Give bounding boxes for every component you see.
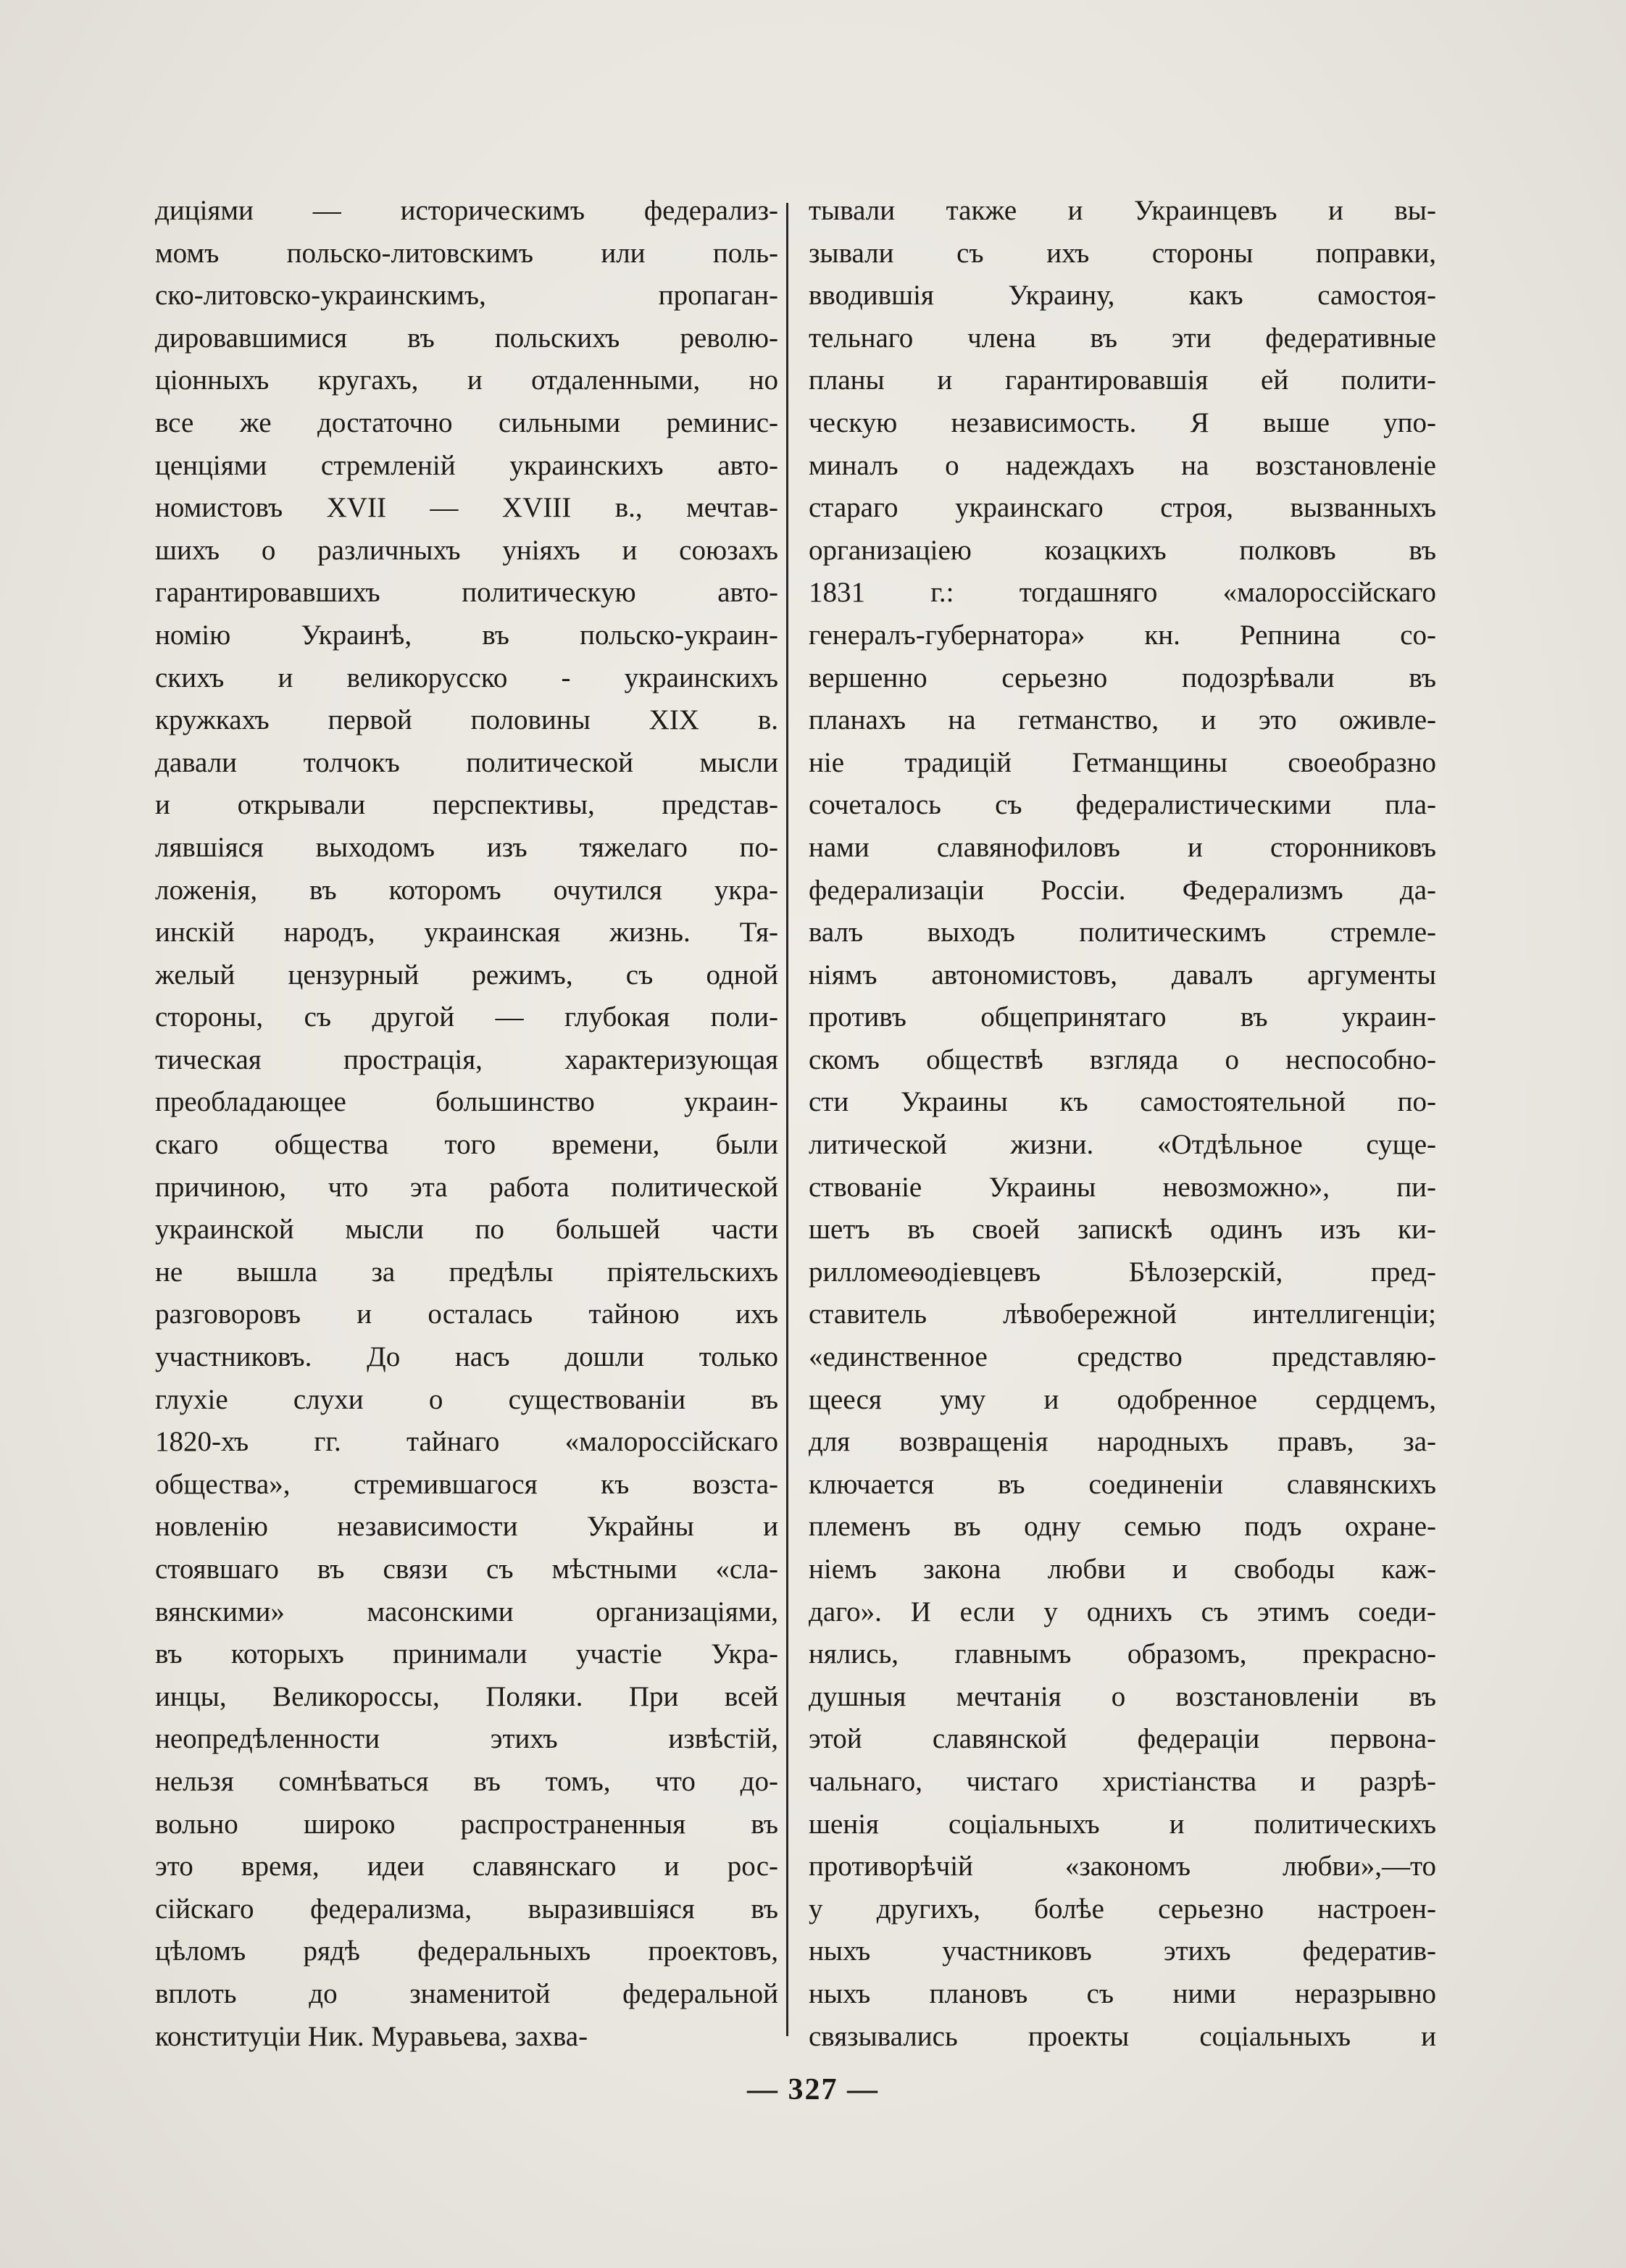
text-line: вводившія Украину, какъ самостоя- (809, 280, 1436, 312)
text-line: диціями — историческимъ федерализ- (155, 195, 778, 226)
text-line: литической жизни. «Отдѣльное суще- (809, 1129, 1436, 1161)
text-line: нами славянофиловъ и сторонниковъ (809, 831, 1436, 863)
text-line: ставитель лѣвобережной интеллигенціи; (809, 1298, 1436, 1330)
text-line: номистовъ XVII — XVIII в., мечтав- (155, 492, 778, 524)
text-line: преобладающее большинство украин- (155, 1086, 778, 1118)
text-line: причиною, что эта работа политической (155, 1171, 778, 1203)
text-line: участниковъ. До насъ дошли только (155, 1341, 778, 1373)
text-line: противъ общепринятаго въ украин- (809, 1001, 1436, 1033)
text-line: конституціи Ник. Муравьева, захва- (155, 2020, 588, 2052)
text-line: разговоровъ и осталась тайною ихъ (155, 1298, 778, 1330)
text-line: ключается въ соединеніи славянскихъ (809, 1468, 1436, 1500)
text-line: момъ польско-литовскимъ или поль- (155, 237, 778, 269)
text-line: сійскаго федерализма, выразившіяся въ (155, 1893, 778, 1925)
text-line: давали толчокъ политической мысли (155, 746, 778, 778)
text-line: ныхъ участниковъ этихъ федератив- (809, 1935, 1436, 1967)
text-line: ніемъ закона любви и свободы каж- (809, 1554, 1436, 1585)
text-line: инскій народъ, украинская жизнь. Тя- (155, 917, 778, 949)
text-line: даго». И если у однихъ съ этимъ соеди- (809, 1596, 1436, 1627)
text-line: вершенно серьезно подозрѣвали въ (809, 662, 1436, 693)
text-line: ложенія, въ которомъ очутился укра- (155, 874, 778, 906)
text-line: ствованіе Украины невозможно», пи- (809, 1171, 1436, 1203)
text-line: «единственное средство представляю- (809, 1341, 1436, 1373)
text-line: сти Украины къ самостоятельной по- (809, 1086, 1436, 1118)
text-line: планы и гарантировавшія ей полити- (809, 364, 1436, 396)
text-line: скихъ и великорусско - украинскихъ (155, 662, 778, 693)
text-line: противорѣчій «закономъ любви»,—то (809, 1851, 1436, 1883)
text-line: тическая прострація, характеризующая (155, 1043, 778, 1075)
text-line: украинской мысли по большей части (155, 1214, 778, 1246)
text-line: генералъ-губернатора» кн. Репнина со- (809, 619, 1436, 651)
text-line: инцы, Великороссы, Поляки. При всей (155, 1680, 778, 1712)
text-line: 1831 г.: тогдашняго «малороссійскаго (809, 577, 1436, 609)
text-line: цѣломъ рядѣ федеральныхъ проектовъ, (155, 1935, 778, 1967)
text-line: лявшіяся выходомъ изъ тяжелаго по- (155, 831, 778, 863)
text-line: ныхъ плановъ съ ними неразрывно (809, 1977, 1436, 2009)
text-line: сочеталось съ федералистическими пла- (809, 789, 1436, 821)
text-line: миналъ о надеждахъ на возстановленіе (809, 449, 1436, 481)
text-line: шенія соціальныхъ и политическихъ (809, 1808, 1436, 1840)
text-line: вплоть до знаменитой федеральной (155, 1977, 778, 2009)
text-line: чальнаго, чистаго христіанства и разрѣ- (809, 1765, 1436, 1797)
text-line: неопредѣленности этихъ извѣстій, (155, 1723, 778, 1755)
text-line: номію Украинѣ, въ польско-украин- (155, 619, 778, 651)
text-line: ніе традицій Гетманщины своеобразно (809, 746, 1436, 778)
text-line: новленію независимости Украйны и (155, 1511, 778, 1543)
text-line: стоявшаго въ связи съ мѣстными «сла- (155, 1554, 778, 1585)
text-line: у другихъ, болѣе серьезно настроен- (809, 1893, 1436, 1925)
left-text-column (155, 190, 778, 2052)
text-line: кружкахъ первой половины XIX в. (155, 704, 778, 736)
text-line: скомъ обществѣ взгляда о неспособно- (809, 1043, 1436, 1075)
text-line: общества», стремившагося къ возста- (155, 1468, 778, 1500)
text-line: этой славянской федераціи первона- (809, 1723, 1436, 1755)
text-line: племенъ въ одну семью подъ охране- (809, 1511, 1436, 1543)
text-line: ско-литовско-украинскимъ, пропаган- (155, 280, 778, 312)
text-line: желый цензурный режимъ, съ одной (155, 959, 778, 991)
text-line: планахъ на гетманство, и это оживле- (809, 704, 1436, 736)
text-line: ніямъ автономистовъ, давалъ аргументы (809, 959, 1436, 991)
text-line: ценціями стремленій украинскихъ авто- (155, 449, 778, 481)
text-line: рилломеѳодіевцевъ Бѣлозерскій, пред- (809, 1256, 1436, 1288)
text-line: вянскими» масонскими организаціями, (155, 1596, 778, 1627)
text-line: шихъ о различныхъ уніяхъ и союзахъ (155, 534, 778, 566)
text-line: гарантировавшихъ политическую авто- (155, 577, 778, 609)
text-line: щееся уму и одобренное сердцемъ, (809, 1383, 1436, 1415)
text-line: стараго украинскаго строя, вызванныхъ (809, 492, 1436, 524)
text-line: зывали съ ихъ стороны поправки, (809, 237, 1436, 269)
text-line: не вышла за предѣлы пріятельскихъ (155, 1256, 778, 1288)
text-line: связывались проекты соціальныхъ и (809, 2020, 1436, 2052)
column-divider (786, 203, 788, 2036)
text-line: глухіе слухи о существованіи въ (155, 1383, 778, 1415)
text-line: организаціею козацкихъ полковъ въ (809, 534, 1436, 566)
text-line: ціонныхъ кругахъ, и отдаленными, но (155, 364, 778, 396)
text-line: дировавшимися въ польскихъ револю- (155, 322, 778, 354)
text-line: все же достаточно сильными реминис- (155, 407, 778, 438)
text-line: ческую независимость. Я выше упо- (809, 407, 1436, 438)
text-line: душныя мечтанія о возстановленіи въ (809, 1680, 1436, 1712)
text-line: нельзя сомнѣваться въ томъ, что до- (155, 1765, 778, 1797)
text-line: валъ выходъ политическимъ стремле- (809, 917, 1436, 949)
text-line: нялись, главнымъ образомъ, прекрасно- (809, 1638, 1436, 1670)
right-text-column (809, 190, 1436, 2052)
text-line: скаго общества того времени, были (155, 1129, 778, 1161)
page-number: — 327 — (747, 2073, 879, 2106)
text-line: тельнаго члена въ эти федеративные (809, 322, 1436, 354)
text-line: федерализаціи Россіи. Федерализмъ да- (809, 874, 1436, 906)
text-line: для возвращенія народныхъ правъ, за- (809, 1426, 1436, 1458)
text-line: 1820-хъ гг. тайнаго «малороссійскаго (155, 1426, 778, 1458)
text-line: тывали также и Украинцевъ и вы- (809, 195, 1436, 226)
text-line: стороны, съ другой — глубокая поли- (155, 1001, 778, 1033)
text-line: въ которыхъ принимали участіе Укра- (155, 1638, 778, 1670)
text-line: шетъ въ своей запискѣ одинъ изъ ки- (809, 1214, 1436, 1246)
text-line: это время, идеи славянскаго и рос- (155, 1851, 778, 1883)
text-line: вольно широко распространенныя въ (155, 1808, 778, 1840)
text-line: и открывали перспективы, представ- (155, 789, 778, 821)
